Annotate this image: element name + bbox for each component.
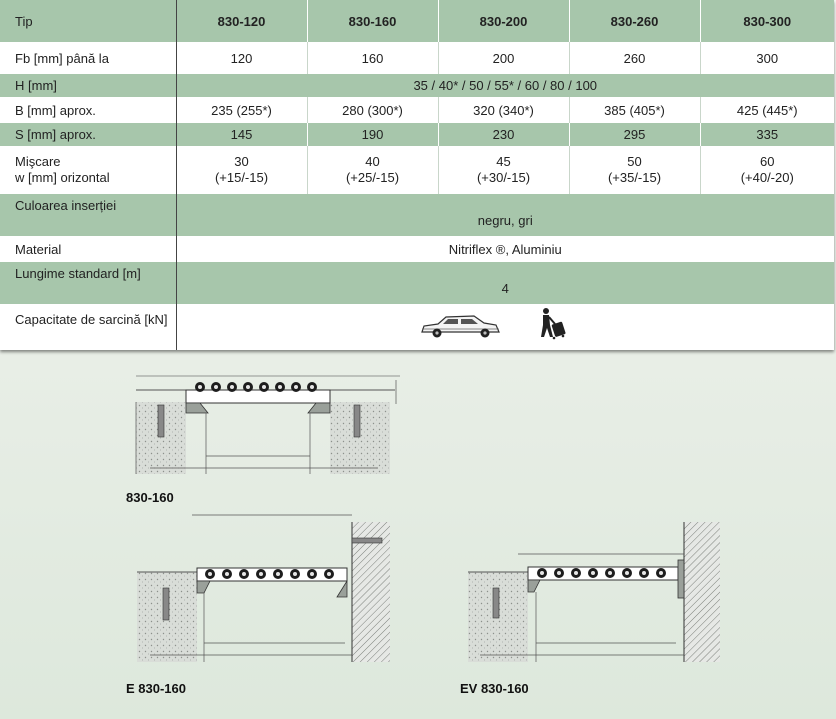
- row-label: Capacitate de sarcină [kN]: [0, 304, 176, 350]
- table-row-b: [0, 97, 834, 123]
- row-label: Lungime standard [m]: [0, 262, 176, 304]
- drawing-830-160: [136, 376, 400, 474]
- row-label: Material: [0, 236, 176, 262]
- movement-range: (+15/-15): [214, 170, 269, 185]
- movement-range: (+35/-15): [607, 170, 662, 185]
- row-label: Fb [mm] până la: [0, 42, 176, 74]
- drawing-caption: EV 830-160: [460, 681, 529, 696]
- load-icons: [177, 304, 835, 350]
- movement-value: 30: [234, 154, 249, 169]
- load-icons-cell: [176, 304, 834, 350]
- pedestrian-with-luggage-icon: [541, 308, 566, 339]
- table-cell: 385 (405*): [569, 97, 700, 123]
- type-header: 830-200: [438, 0, 569, 42]
- row-label-line: Mişcare: [15, 154, 61, 169]
- table-cell: 145: [176, 123, 307, 146]
- header-label: Tip: [0, 0, 176, 42]
- table-cell: 300: [700, 42, 834, 74]
- movement-value: 45: [496, 154, 511, 169]
- table-cell: Nitriflex ®, Aluminiu: [176, 236, 834, 262]
- spec-table: [0, 0, 834, 350]
- table-cell: [307, 146, 438, 194]
- table-row-miscare: [0, 146, 834, 194]
- table-header-row: [0, 0, 834, 42]
- row-label: [0, 146, 176, 194]
- drawing-e-830-160: [137, 515, 390, 662]
- table-cell: 295: [569, 123, 700, 146]
- table-cell: 200: [438, 42, 569, 74]
- table-cell: [569, 146, 700, 194]
- type-header: 830-120: [176, 0, 307, 42]
- table-cell: 335: [700, 123, 834, 146]
- drawing-caption: E 830-160: [126, 681, 186, 696]
- table-row-fb: [0, 42, 834, 74]
- type-header: 830-260: [569, 0, 700, 42]
- table-cell: 160: [307, 42, 438, 74]
- table-cell: 320 (340*): [438, 97, 569, 123]
- table-cell: 190: [307, 123, 438, 146]
- type-header: 830-300: [700, 0, 834, 42]
- row-label: B [mm] aprox.: [0, 97, 176, 123]
- table-row-culoare: [0, 194, 834, 236]
- table-row-h: [0, 74, 834, 97]
- car-icon: [422, 316, 499, 338]
- table-cell: 35 / 40* / 50 / 55* / 60 / 80 / 100: [176, 74, 834, 97]
- table-cell: 280 (300*): [307, 97, 438, 123]
- type-header: 830-160: [307, 0, 438, 42]
- movement-range: (+30/-15): [476, 170, 531, 185]
- table-cell: 120: [176, 42, 307, 74]
- table-cell: 425 (445*): [700, 97, 834, 123]
- table-cell: [700, 146, 834, 194]
- movement-value: 40: [365, 154, 380, 169]
- table-cell: 4: [176, 262, 834, 304]
- movement-value: 60: [760, 154, 775, 169]
- movement-range: (+40/-20): [740, 170, 794, 185]
- table-cell: 235 (255*): [176, 97, 307, 123]
- table-cell: 260: [569, 42, 700, 74]
- drawing-ev-830-160: [468, 522, 720, 662]
- row-label-line: w [mm] orizontal: [15, 170, 110, 185]
- table-row-sarcina: [0, 304, 834, 350]
- row-label: Culoarea inserției: [0, 194, 176, 236]
- row-label: H [mm]: [0, 74, 176, 97]
- table-cell: negru, gri: [176, 194, 834, 236]
- table-row-lungime: [0, 262, 834, 304]
- table-cell: [176, 146, 307, 194]
- table-cell: [438, 146, 569, 194]
- table-cell: 230: [438, 123, 569, 146]
- movement-range: (+25/-15): [345, 170, 400, 185]
- movement-value: 50: [627, 154, 642, 169]
- technical-drawings: [0, 350, 836, 719]
- table-row-material: [0, 236, 834, 262]
- row-label: S [mm] aprox.: [0, 123, 176, 146]
- drawing-caption: 830-160: [126, 490, 174, 505]
- table-row-s: [0, 123, 834, 146]
